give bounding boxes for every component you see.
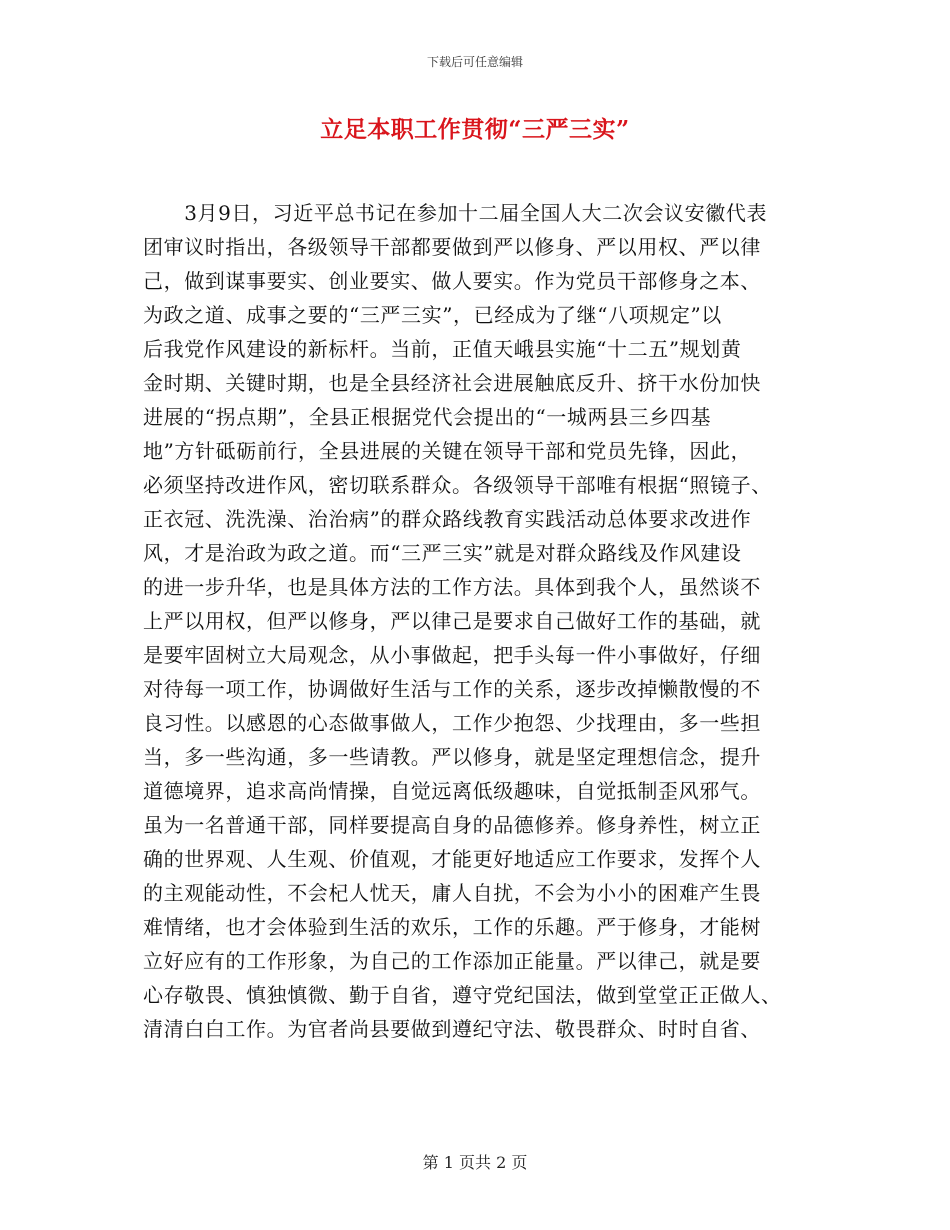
body-line: 虽为一名普通干部，同样要提高自身的品德修养。修身养性，树立正	[143, 813, 761, 837]
body-line: 地”方针砥砺前行，全县进展的关键在领导干部和党员先锋，因此，	[143, 439, 752, 463]
body-line: 为政之道、成事之要的“三严三实”，已经成为了继“八项规定”以	[143, 303, 722, 327]
body-line: 金时期、关键时期，也是全县经济社会进展触底反升、挤干水份加快	[143, 371, 761, 395]
body-line: 己，做到谋事要实、创业要实、做人要实。作为党员干部修身之本、	[143, 269, 761, 293]
body-line: 正衣冠、洗洗澡、治治病”的群众路线教育实践活动总体要求改进作	[143, 507, 752, 531]
body-line: 风，才是治政为政之道。而“三严三实”就是对群众路线及作风建设	[143, 541, 742, 565]
body-line: 难情绪，也才会体验到生活的欢乐，工作的乐趣。严于修身，才能树	[143, 915, 761, 939]
body-line: 是要牢固树立大局观念，从小事做起，把手头每一件小事做好，仔细	[143, 643, 761, 667]
body-line: 良习性。以感恩的心态做事做人，工作少抱怨、少找理由，多一些担	[143, 711, 761, 735]
body-line: 进展的“拐点期”，全县正根据党代会提出的“一城两县三乡四基	[143, 405, 712, 429]
body-line: 道德境界，追求高尚情操，自觉远离低级趣味，自觉抵制歪风邪气。	[143, 779, 761, 803]
body-line: 立好应有的工作形象，为自己的工作添加正能量。严以律己，就是要	[143, 949, 761, 973]
body-line: 3月9日，习近平总书记在参加十二届全国人大二次会议安徽代表	[143, 201, 768, 225]
page-number: 第 1 页共 2 页	[422, 1153, 528, 1172]
page-header: 下载后可任意编辑	[426, 55, 523, 69]
body-line: 确的世界观、人生观、价值观，才能更好地适应工作要求，发挥个人	[143, 847, 761, 871]
body-line: 上严以用权，但严以修身，严以律己是要求自己做好工作的基础，就	[143, 609, 761, 633]
body-line: 当，多一些沟通，多一些请教。严以修身，就是坚定理想信念，提升	[143, 745, 761, 769]
body-line: 心存敬畏、慎独慎微、勤于自省，遵守党纪国法，做到堂堂正正做人、	[143, 983, 782, 1007]
body-line: 的主观能动性，不会杞人忧天，庸人自扰，不会为小小的困难产生畏	[143, 881, 761, 905]
body-line: 对待每一项工作，协调做好生活与工作的关系，逐步改掉懒散慢的不	[143, 677, 761, 701]
body-line: 必须坚持改进作风，密切联系群众。各级领导干部唯有根据“照镜子、	[143, 473, 772, 497]
body-line: 清清白白工作。为官者尚县要做到遵纪守法、敬畏群众、时时自省、	[143, 1017, 761, 1041]
body-line: 的进一步升华，也是具体方法的工作方法。具体到我个人，虽然谈不	[143, 575, 761, 599]
document-title: 立足本职工作贯彻“三严三实”	[320, 116, 630, 143]
body-text	[143, 196, 823, 1046]
body-line: 团审议时指出，各级领导干部都要做到严以修身、严以用权、严以律	[143, 235, 761, 259]
body-line: 后我党作风建设的新标杆。当前，正值天峨县实施“十二五”规划黄	[143, 337, 742, 361]
